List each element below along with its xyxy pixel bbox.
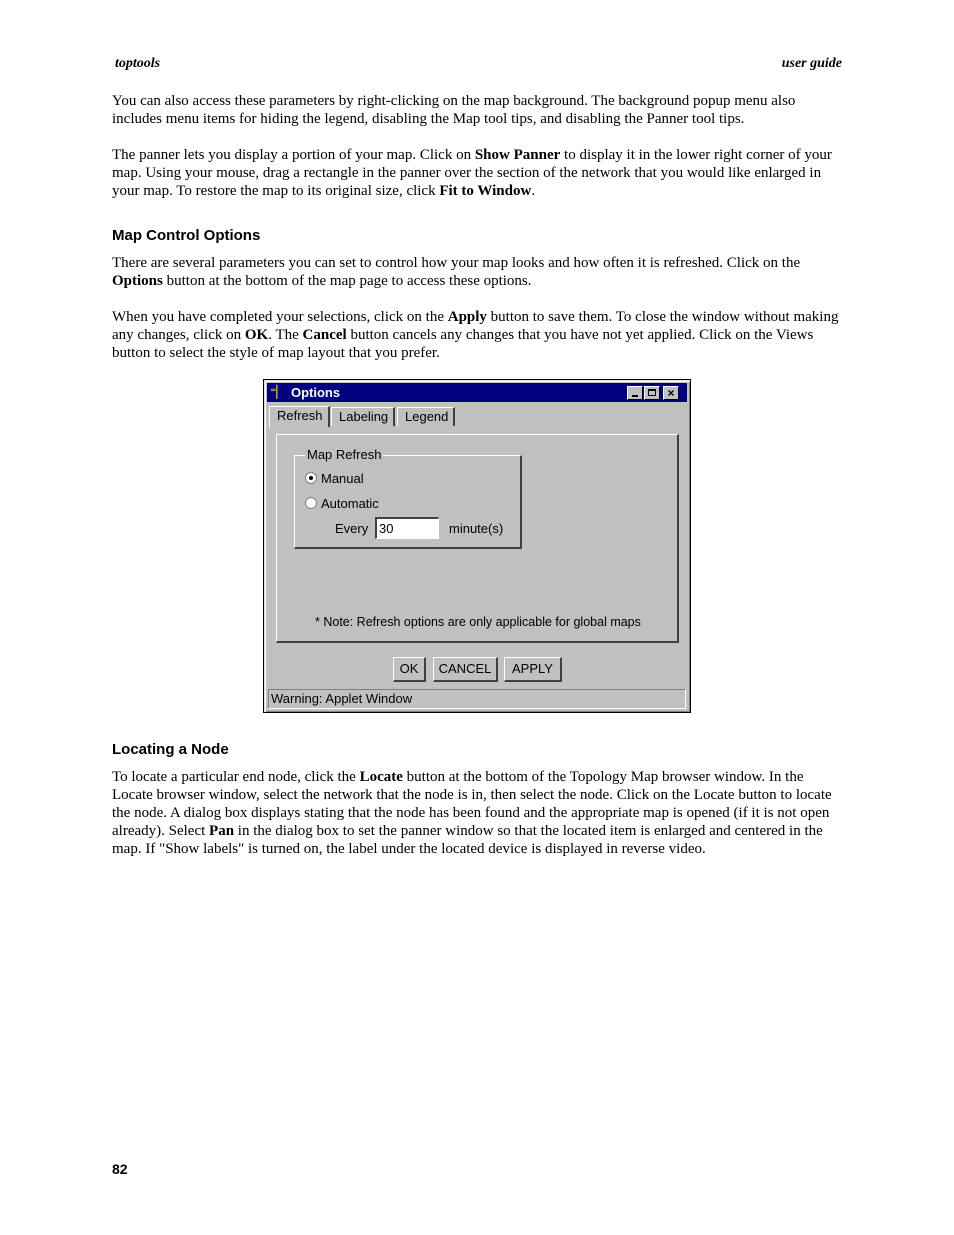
tab-labeling[interactable]: Labeling [331,407,395,426]
applet-warning-status: Warning: Applet Window [268,689,686,709]
radio-manual-row[interactable] [305,471,364,487]
header-left: toptools [115,56,161,71]
minimize-icon[interactable] [627,386,643,400]
radio-manual[interactable] [305,472,317,484]
show-panner-term: Show Panner [474,147,561,163]
tab-refresh[interactable]: Refresh [269,406,330,427]
locate-term: Locate [359,769,403,785]
heading-map-control-options: Map Control Options [112,227,261,244]
page-number: 82 [112,1161,128,1177]
heading-locating-a-node: Locating a Node [112,741,229,758]
paragraph-panner: The panner lets you display a portion of your map. Click on Show Panner to display it in the lower right corner of your map. Using your mouse, drag a rectangle in the panner over the section of the network that you would like enlarged in your map. To restore the map to its original size, click Fit to Window. [112,147,832,199]
options-dialog [263,379,691,713]
paragraph-map-control: There are several parameters you can set to control how your map looks and how often it is refreshed. Click on the Options button at the bottom of the map page to access these options. [112,255,801,289]
header-right: user guide [781,56,842,71]
dialog-title: Options [291,385,341,400]
radio-manual-label: Manual [321,471,364,486]
dialog-titlebar[interactable] [267,383,687,402]
java-app-icon: ⁼▏ [270,385,286,399]
cancel-button[interactable]: CANCEL [433,657,498,682]
paragraph-locate-node: To locate a particular end node, click the Locate button at the bottom of the Topology Map browser window. In the Locate browser window, select the network that the node is in, then select the node. Click on the Locate button to locate the node. A dialog box displays stating that the node has been found and the appropriate map is opened (if it is not open already). Select Pan in the dialog box to set the panner window so that the located item is enlarged and centered in the map. If "Show labels" is turned on, the label under the located device is displayed in reverse video. [112,769,832,857]
ok-term: OK [244,327,269,343]
paragraph-background-popup: You can also access these parameters by right-clicking on the map background. The background popup menu also includes menu items for hiding the legend, disabling the Map tool tips, and disabling the Panner tool tips. [112,93,796,127]
tab-legend[interactable]: Legend [397,407,455,426]
fit-to-window-term: Fit to Window [439,183,532,199]
refresh-note: * Note: Refresh options are only applicable for global maps [315,615,641,629]
minutes-label: minute(s) [449,521,504,536]
cancel-term: Cancel [302,327,347,343]
every-label: Every [335,521,369,536]
radio-automatic-label: Automatic [321,496,379,511]
radio-automatic[interactable] [305,497,317,509]
paragraph-apply-cancel: When you have completed your selections, click on the Apply button to save them. To close the window without making any changes, click on OK. The Cancel button cancels any changes that you have not yet applied. Click on the Views button to select the style of map layout that you prefer. [112,309,839,361]
refresh-interval-input[interactable] [375,517,439,539]
apply-term: Apply [447,309,487,325]
options-term: Options [112,273,163,289]
refresh-panel [276,434,679,643]
maximize-icon[interactable] [644,386,660,400]
radio-automatic-row[interactable] [305,496,379,512]
map-refresh-label: Map Refresh [307,447,382,462]
ok-button[interactable]: OK [393,657,426,682]
close-icon[interactable]: × [663,386,679,400]
pan-term: Pan [209,823,235,839]
map-refresh-group [294,447,522,549]
apply-button[interactable]: APPLY [504,657,562,682]
